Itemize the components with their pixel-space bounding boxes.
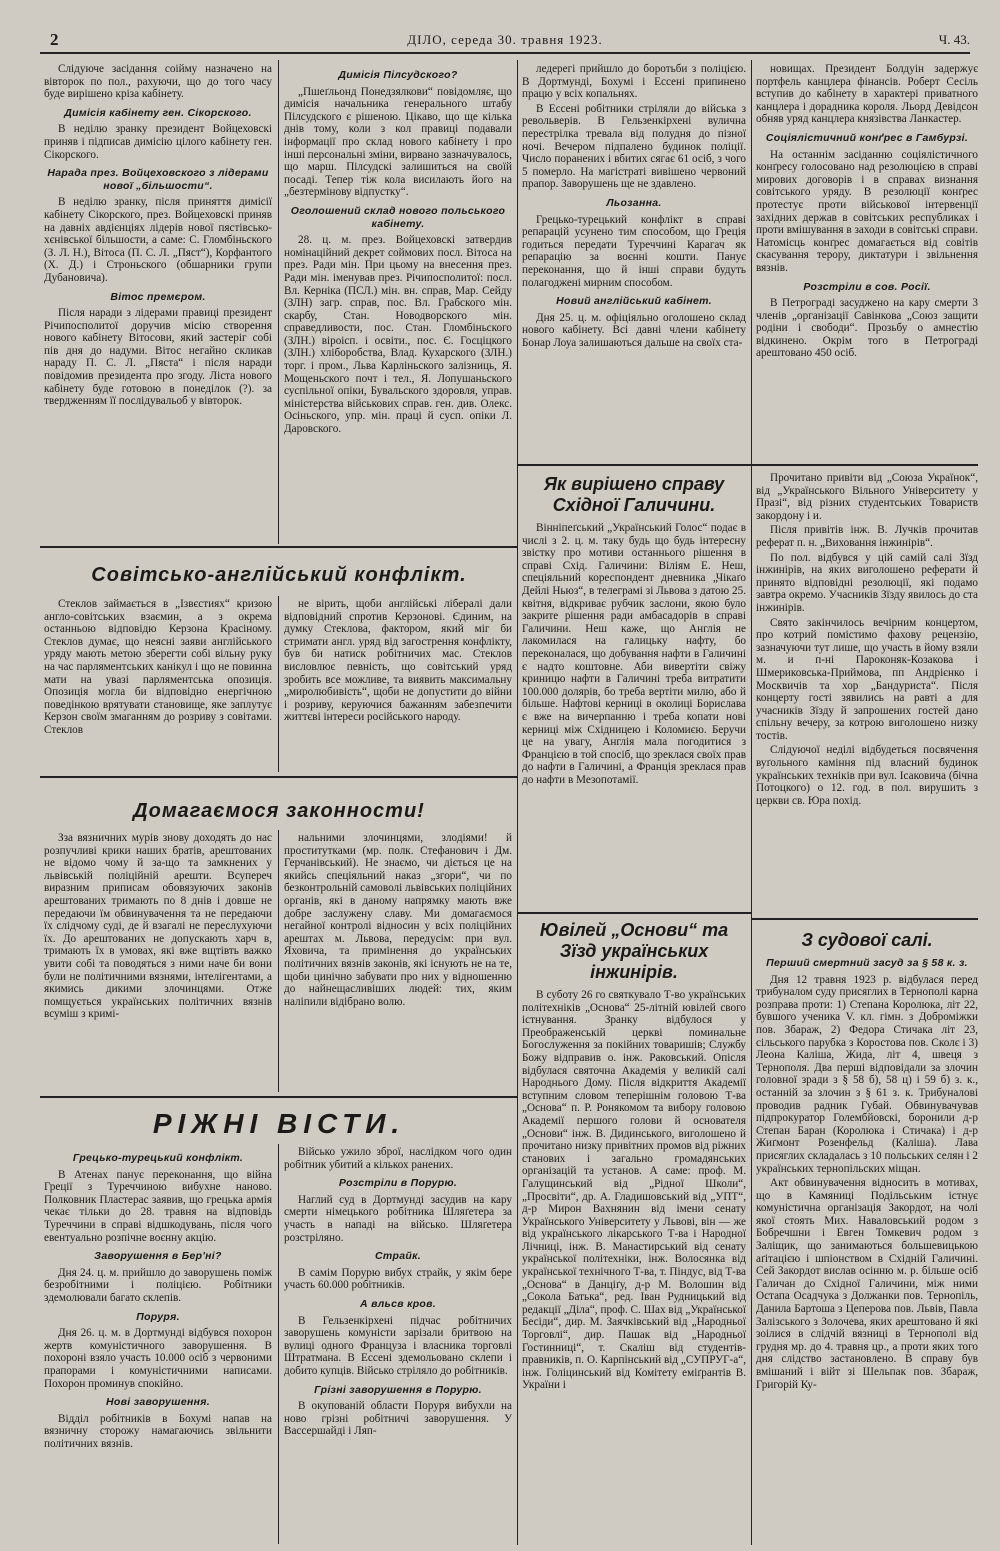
section-rule — [40, 546, 518, 548]
legality-col-2 — [284, 832, 512, 1090]
paragraph: нальними злочинцями, злодіями! й проститутками (мр. полк. Стефанович і Дм. Герчанівський). Не знаємо, чи діється це на якийсь спеціяльний наказ „згори“, чи по безконтрольній самоволі львівських поліційних органів, які в даному напрямку мають вже добре заслужену славу. Ми домагаємося негайної контролі відносин у всіх поліційних арештах м. Львова, передусім: при вул. Яховича, та примінення до українських політичних вязнів законів, які існують не на те, щоби цинічно забувати про них у відношенню до найнещасливіших людей: тих, яким наліпили відібрано волю. — [284, 832, 512, 1008]
subheading: Димісія Пілсудского? — [338, 69, 458, 81]
paragraph: Віннiпеґський „Український Голос“ подає в числі з 2. ц. м. таку будь що будь інтересну звістку про мотиви останнього рішення в справі Схід. Галичини: Віліям Е. Неш, спеціяльний кореспондент дневника „Чікаґо Дейлі Ньюз“, в телеграмі зі Львова з датою 25. квітня, відкриває рубчик заслони, якою було закрите рішення ради амбасадорів в справі Галичини. Неш каже, що Англія не лакомилася на галицьку нафту, бо переконалася, що добування нафти в Галичині є надто коштовне. Аби вивертіти свіжу криницю нафти в Галичині треба витратити 100.000 долярів, бо треба вертіти милю, або й більше. Нафтові керниці в околиці Борислава є вже на вичерпанню і треба копати нові керниці між Східницею і Коломиєю. Беручи це на увагу, Англія мала погодитися з Францією в той спосіб, що зреклася своїх прав до нафти в Галичині, а Франція зреклася прав до нафти в Мезопотамії. — [522, 522, 746, 786]
section-rule — [518, 464, 978, 466]
subheading: Розстріли в Порурю. — [338, 1177, 458, 1190]
legality-title: Домагаємося законности! — [133, 800, 425, 822]
article-title: З судової салі. — [801, 930, 933, 950]
subheading: Поруря. — [136, 1310, 180, 1323]
paragraph: „Пшеґльонд Понедзялкови“ повідомляє, що димісія начальника генерального штабу Пілсудского є рішеною. Цікаво, що ще кілька днів тому, коли з кол правиці подавали інформації про склад нового кабінету і про інші персональні зміни, вирвано зазначувалось, що марш. Пілсудскі залишиться на своїй посаді. Тепер тіж кола висилають його на „безтермінову відпустку“. — [284, 85, 512, 199]
soviet-col-1 — [44, 598, 272, 770]
news-title: РІЖНІ ВІСТИ. — [152, 1108, 406, 1139]
subheading: Страйк. — [375, 1250, 421, 1263]
paragraph: В Ессені робітники стріляли до війська з револьверів. В Гельзенкірхені вулична перестрілка тревала від полудня до пізної ночі. Вечером підпалено будинок поліції. Число поранених і вбитих сягає 61 осіб, з чого 5 померло. На магістраті вивішено червоний прапор. Заворушень ще не здавлено. — [522, 102, 746, 191]
subheading: Димісія кабінету ген. Сікорского. — [64, 106, 252, 119]
news-col-1 — [44, 1146, 272, 1541]
paragraph: 28. ц. м. през. Войцеховскі затвердив номінаційний декрет соймових посл. Вітоса на през. Ради мін. При цьому на внесення през. Ради мін. іменував през. Річипосполитої: посл. Вл. Керніка (ПСЛ.) мін. вн. справ, Мар. Сейду (ЗЛН) загр. справ, пос. Вл. Грабского мін. скарбу, Стан. Новодворского мін. справедливости, пос. Стан. Гломбіньского (ЗЛН.) віроісп. і освіти., пос. Є. Госціцкого (ЗЛН.) хліборобства, Влад. Кухарского (ЗЛН.) торг. і пром., Льва Карліньского залізниць, Я. Мощеньского почт і тел., Я. Лопушаньского суспільної опіки, Бувальского здоровля, управ. міністерства військових справ. ген. див. Олекс. Осіньского, упр. мін. праці й сусп. опіки Л. Даровского. — [284, 234, 512, 436]
legality-col-1 — [44, 832, 272, 1090]
subheading: Новий англійський кабінет. — [556, 295, 712, 308]
issue-number: Ч. 43. — [938, 32, 970, 47]
osnova-article — [522, 918, 746, 1541]
column-4 — [756, 63, 978, 463]
column-1 — [44, 63, 272, 541]
column-3 — [522, 63, 746, 463]
paragraph: В самім Порурю вибух страйк, у якім бере участь 60.000 робітників. — [284, 1266, 512, 1292]
paragraph: Грецько-турецький конфлікт в справі репарацій усунено тим способом, що Греція годиться передати Туреччині Карагач як репарацію за воєнні кошти. Панує переконання, що й інші справи будуть полагоджені мирним способом. — [522, 213, 746, 289]
paragraph: новищах. Президент Болдуін задержує портфель канцлера фінансів. Роберт Сесіль вступив до кабінету в характері приватного канцлера і дорадника короля. Льорд Девідсон обняв уряд канцлера князівства Ланкастер. — [756, 63, 978, 126]
paragraph: Відділ робітників в Бохумі напав на вязничну сторожу намагаючись звільнити політичних вязнів. — [44, 1412, 272, 1450]
soviet-col-2 — [284, 598, 512, 770]
subheading: Грецько-турецький конфлікт. — [72, 1152, 244, 1164]
paragraph: В Гельзенкірхені підчас робітничих заворушень комуністи зарізали бритвою на вулиці одного Француза і власника торговлі Штратмана. В Ессені здемольовано склепи і добито купців. Військо стріляло до робітників. — [284, 1314, 512, 1377]
subheading: Нарада през. Войцеховского з лідерами нової „більшости“. — [47, 167, 269, 192]
subheading: Соціялістичний конґрес в Гамбурзі. — [765, 131, 969, 144]
paragraph: не вірить, щоби англійські лібералі дали відповідний спротив Керзонові. Єдиним, на думку Стеклова, фактором, який міг би стримати англ. уряд від загострення конфлікту, був би натиск робітничих мас. Стеклов висловлює певність, що совітський уряд зробить все можливе, та виявить максимальну „миролюбивість“, щоби не допустити до війни і розриву, керуючися бажанням забезпечити життєві інтереси російського народу. — [284, 598, 512, 724]
paragraph: В неділю зранку президент Войцеховскі приняв і підписав димісію цілого кабінету ген. Сікорского. — [44, 123, 272, 161]
subheading: Нові заворушення. — [106, 1396, 210, 1409]
section-rule — [40, 1096, 518, 1098]
paragraph: В Атенах панує переконання, що війна Греції з Туреччиною вибухне наново. Полковник Пластерас заявив, що грецька армія чекає тільки до 28. травня на відповідь Туреччини в справі відшкодувань, після чого евентуально розпічне воєнну акцію. — [44, 1168, 272, 1244]
subheading: А вльсв кров. — [359, 1297, 436, 1310]
subheading: Заворушення в Бер'ні? — [94, 1250, 222, 1263]
paragraph: Дня 12 травня 1923 р. відбулася перед трибуналом суду присяглих в Тернополі карна розправа проти: 1) Степана Королюка, літ 22, бувшого ученика V. кл. гімн. з Доброміжки пов. Збараж, 2) Федора Стичака літ 23, сільського парубка з Коростова пов. Сколє і 3) Леона Каліша, Жида, літ 4, швеця з Тернополя. Два перші відповідали за злочин головної зради з § 58 б), 58 ц) і 59 б) з. к., останній за злочин з § 61 з. к. Трибуналові проводив радник Губай. Обвинувачував підпрокуратор Голембйовскі, боронили д-р Степан Баран (Королюка і Стичака) і д-р Жиґмонт Розенфельд (Каліша). Лава присяглих складалась з 10 польських селян і 2 українських тернопільских міщан. — [756, 973, 978, 1175]
masthead-date: ДІЛО, середа 30. травня 1923. — [407, 32, 603, 47]
paragraph: По пол. відбувся у цій самій салі Зїзд інжинірів, на яких виголошено реферати й принято відповідні резолюції, які подамо завтра окремо. Учасників Зїзду явилось до ста інжинірів. — [756, 551, 978, 614]
subheading: Оголошений склад нового польського кабінету. — [290, 204, 506, 230]
section-rule — [518, 912, 752, 914]
paragraph: Дня 24. ц. м. прийшло до заворушень поміж безробітними і поліцією. Робітники здемолювали багато склепів. — [44, 1266, 272, 1304]
subheading: Льозанна. — [606, 196, 662, 209]
header-rule — [40, 52, 970, 54]
paragraph: В неділю зранку, після приняття димісії кабінету Сікорского, през. Войцеховскі приняв на давніх авдієнціях лідерів нової пястівсько-хєнівської більшости, а саме: С. Гломбіньского (З. Л. Н.), Вітоса (П. С. Л. „Пяст“), Корфантого (Х. Д.) і Строньского (обшарники групи Дубановича). — [44, 196, 272, 284]
paragraph: В суботу 26 го святкувало Т-во українських політехніків „Основа“ 25-літній ювілей свого істнування. Зранку відбулося у Преображенській церкві поминальне Богослуження за покійних товаришів; Службу Божу відправив о. інж. Раковський. Опісля відбулася святочна Академія у великій салі Народнього Дому. Після відкриття Академії вступним словом теперішнім головою Т-ва „Основа“ п. Р. Ронякомом та вибору головою Академії першого голови й основателя „Основи“ інж. В. Дидинського, виголошено й прочитано низку привітних промов від ріжних станових і загально громадянських організацій та установ. А саме: проф. М. Галущинський від „Рідної Школи“, „Просвіти“, др. А. Гладишовський від „УПТ“, д-р Мирон Вахнянин від імени сенату Українського Університету у Львові, він — же від українського лікарського Т-ва і Народної Лічниці, інж. В. Манастирський від сенату української політехніки, інж. Волосянка від української технічного Т-ва, т. Пiндус, від Т-ва „Основа“ в Данціґу, д-р М. Волошин від „Сокола Батька“, ред. Іван Рудницький від редакції „Діла“, проф. С. Шах від „Української Бесіди“, дир. М. Заячківський від „Народньої Торговлі“, дир. Пашак від „Народньої Гостинниці“, т. Скаліш від студентів-правників, п. О. Карпінський від „СУПРУГ-а“, інж. Голіцинський від Комітету еміґрантів В. України і — [522, 989, 746, 1392]
page-number: 2 — [50, 30, 59, 49]
article-title: Ювілей „Основи“ та Зїзд українських інжинірів. — [539, 920, 729, 982]
section-rule — [752, 918, 978, 920]
paragraph: Стеклов займається в „Ізвєстиях“ кризою англо-совітських взаємин, а з окрема останньою відповідю Керзона Красіному. Стеклов думає, що неясні заяви англійського уряду мають метою зберегти собі вільну руку на час парляментських канікул і що не повинна мати на увазі парляментська опозиція. Опозиція могла би відповідно енергічною поведінкою врятувати становище, яке заплутує Керзон своїм змаганням до розриву з совітами. Стеклов — [44, 598, 272, 736]
court-article — [756, 928, 978, 1541]
paragraph: Дня 25. ц. м. офіціяльно оголошено склад нового кабінету. Всі давні члени кабінету Бонар Лоуа залишаються дальше на своїх ста- — [522, 311, 746, 349]
column-6 — [756, 472, 978, 912]
paragraph: Після привітів інж. В. Лучків прочитав реферат п. н. „Виховання інжинірів“. — [756, 524, 978, 549]
paragraph: На останнім засіданню соціялістичного конґресу голосовано над резолюцією в справі мирових договорів і в справах визнання совітського уряду. В резолюції конґрес протестує проти військової інтервенції західних держав в совітських республиках і проти вмішування в заходи в совітські справи. Натомісць конґрес домагається від совітів скасування терору, диктатури і звільнення вязнів. — [756, 148, 978, 274]
column-divider — [517, 60, 518, 1545]
soviet-title: Совітсько-англійський конфлікт. — [91, 564, 467, 586]
galicia-article — [522, 472, 746, 912]
column-divider — [278, 1144, 279, 1544]
section-rule — [40, 776, 518, 778]
paragraph: Зза вязничних мурів знову доходять до нас розпучливі крики наших братів, арештованих не відомо чому й за-що та замкнених у львівській поліційній арешти. Всупереч виразним приписам обовязуючих законів арештованих тримають по 8 днів і довше не передаючи їм обвинувачення та не передаючи їх слідчому суді, де й взагалі не переслухуючи їх. До арештованих не допускають харч в, тримають їх в умовах, які вже вщтівть важко увити собі та поводяться з ними наче би вони були не політичними вязнями, інтелігентами, а якимись дикими злочинцями. Отже помщується українських політичних вязнів всуміш з кримі- — [44, 832, 272, 1021]
subheading: Перший смертний засуд за § 58 к. з. — [766, 957, 968, 969]
subheading: Розстріли в сов. Росії. — [803, 280, 931, 293]
paragraph: В Петрограді засуджено на кару смерти 3 членів „організації Савінкова „Союз защити родіни і свободи“. Прозьбу о амнестію відкинено. Окрім того в Петрограді арештовано 450 осіб. — [756, 297, 978, 360]
column-divider — [278, 596, 279, 772]
column-2 — [284, 63, 512, 541]
column-divider — [278, 60, 279, 544]
paragraph: В окупованій области Поруря вибухли на ново грізні робітничі заворушення. У Вассершайді і Ляп- — [284, 1400, 512, 1438]
paragraph: Слідуючої неділі відбудеться посвячення вуґольного каміння під власний будинок українських техніків при вул. Ісаковича (бічна Потоцкого) о 12. год. в пол. вирушить з церкви св. Юра похід. — [756, 744, 978, 807]
page-header — [40, 30, 970, 50]
paragraph: Військо ужило зброї, наслідком чого один робітник убитий а кількох ранених. — [284, 1146, 512, 1171]
paragraph: Після наради з лідерами правиці президент Річипосполитої доручив місію створення нового кабінету Вітосови, який застеріг собі пів дня до надуми. Вітос негайно скликав нараду П. С. Л. „Пяста“ і після наради повідомив президента про згоду. Лiста нового кабінету буде готовою в понеділок (?). за твердженням її послідувальоб у вівторок. — [44, 307, 272, 408]
paragraph: ледерегі прийшло до боротьби з поліцією. В Дортмунді, Бохумі і Ессені припинено працю у всіх копальнях. — [522, 63, 746, 101]
article-title: Як вирішено справу Східної Галичини. — [543, 474, 725, 515]
paragraph: Слідуюче засідання соійму назначено на вівторок по пол., рахуючи, що до того часу буде вирішено кріза кабінету. — [44, 63, 272, 101]
paragraph: Наглий суд в Дортмунді засудив на кару смерти німецького робітника Шляґетера за участь в нападі на військо. Шляґетера розстріляно. — [284, 1193, 512, 1244]
paragraph: Дня 26. ц. м. в Дортмунді відбувся похорон жертв комуністичного заворушення. В похороні взяло участь 10.000 осіб з червоними прапорами і комуністичними написами. Похорон проминув спокійно. — [44, 1327, 272, 1390]
column-divider — [751, 60, 752, 1545]
paragraph: Прочитано привіти від „Союза Українок“, від „Українського Вільного Університету у Празі“, від різних студентських Товариств закордону і и. — [756, 472, 978, 522]
subheading: Грізні заворушення в Порурю. — [314, 1383, 482, 1396]
paragraph: Акт обвинувачення відносить в мотивах, що в Камяниці Подільським істнує комуністична організація Закордот, на чолі якої стоять Мих. Наваловський родом з Бобречшни і Евген Томкевич родом з Заліщик, що занимаються большевицькою аґітацією і шпіонством в Східній Галичині. Сей Закордот вислав осінню м. р. більше осіб Галичан до Східної Галичини, між ними Остапа Осадчука з Должанки пов. Тернопіль, Данила Бартоша з Цеперова пов. Львів, Павла Залізського з Золочева, яких арештовано й які зоілися в слідчій вязниці в Тернополі від грудня мр. до 4. травня цр., а проти яких того дня слідство застановлено. В справу був вмішаний і війт зі Шельпак пов. Збараж, Григорій Ку- — [756, 1177, 978, 1391]
news-col-2 — [284, 1146, 512, 1541]
paragraph: Свято закінчилось вечірним концертом, про котрий помістимо фахову рецензію, зазначуючи тут лише, що участь в йому взяли м. и п-ні Пароконяк-Козакова і Шмериковська-Приймова, пп Андрієнко і Москвичів та хор „Бандуриста“. Після концерту гості зявились на равті а для учасників Зїзду й запрошених гостей дано спільну вечеру, за котрою виголошено низку тостів. — [756, 616, 978, 742]
subheading: Вітос премєром. — [110, 290, 206, 303]
column-divider — [278, 830, 279, 1092]
